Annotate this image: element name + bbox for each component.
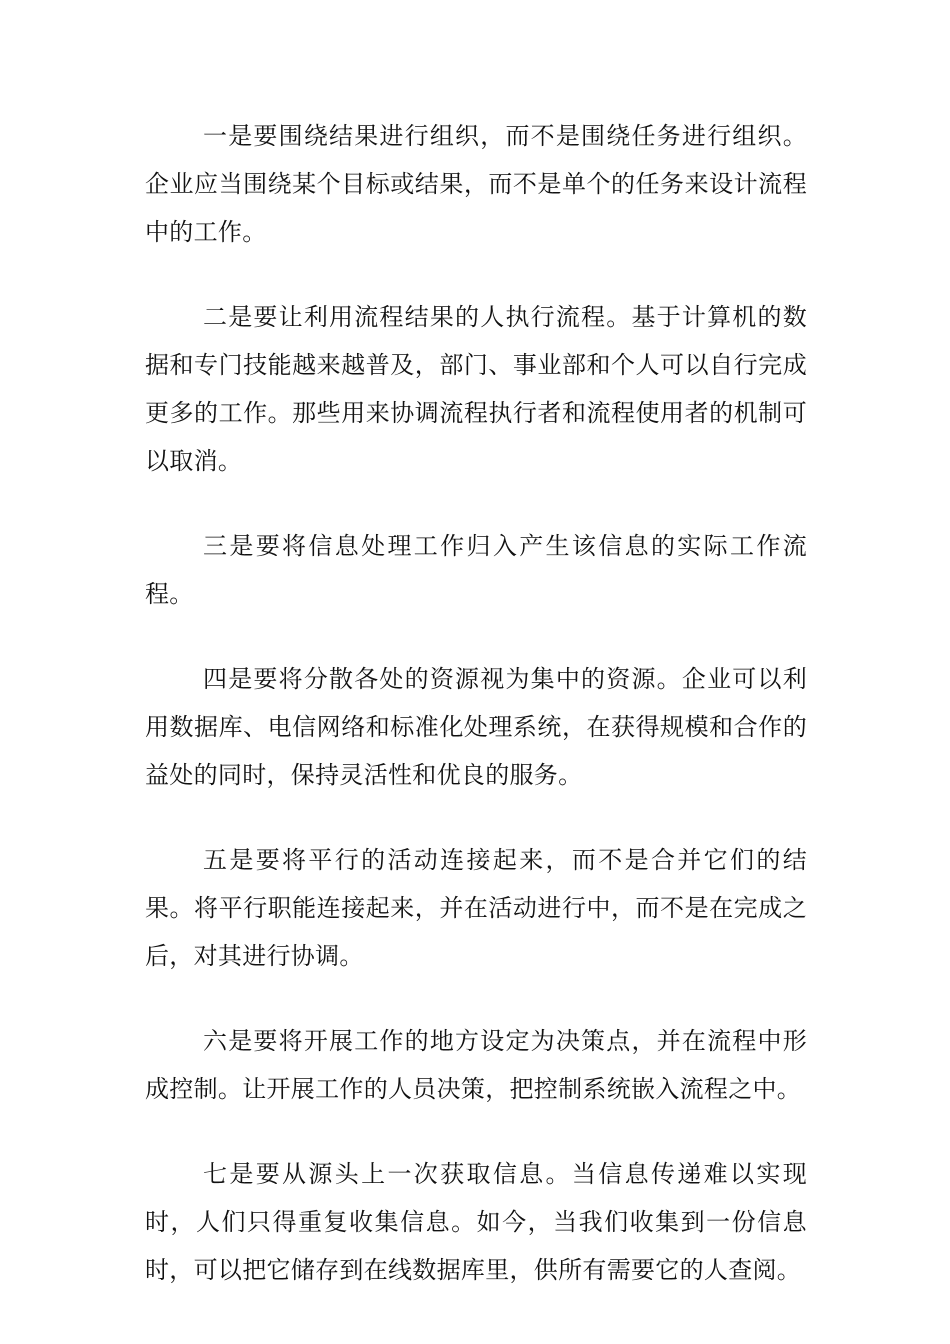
paragraph-2: 二是要让利用流程结果的人执行流程。基于计算机的数据和专门技能越来越普及，部门、事业部和个人可以自行完成更多的工作。那些用来协调流程执行者和流程使用者的机制可以取消。 [145, 303, 807, 475]
paragraph-4: 四是要将分散各处的资源视为集中的资源。企业可以利用数据库、电信网络和标准化处理系统，在获得规模和合作的益处的同时，保持灵活性和优良的服务。 [145, 665, 807, 789]
paragraph-5: 五是要将平行的活动连接起来，而不是合并它们的结果。将平行职能连接起来，并在活动进行中，而不是在完成之后，对其进行协调。 [145, 846, 807, 970]
paragraph-3: 三是要将信息处理工作归入产生该信息的实际工作流程。 [145, 532, 807, 608]
paragraph-7: 七是要从源头上一次获取信息。当信息传递难以实现时，人们只得重复收集信息。如今，当我们收集到一份信息时，可以把它储存到在线数据库里，供所有需要它的人查阅。 [145, 1160, 807, 1284]
paragraph-1: 一是要围绕结果进行组织，而不是围绕任务进行组织。企业应当围绕某个目标或结果，而不是单个的任务来设计流程中的工作。 [145, 122, 807, 246]
paragraph-6: 六是要将开展工作的地方设定为决策点，并在流程中形成控制。让开展工作的人员决策，把控制系统嵌入流程之中。 [145, 1027, 807, 1103]
document-body [145, 112, 807, 1331]
